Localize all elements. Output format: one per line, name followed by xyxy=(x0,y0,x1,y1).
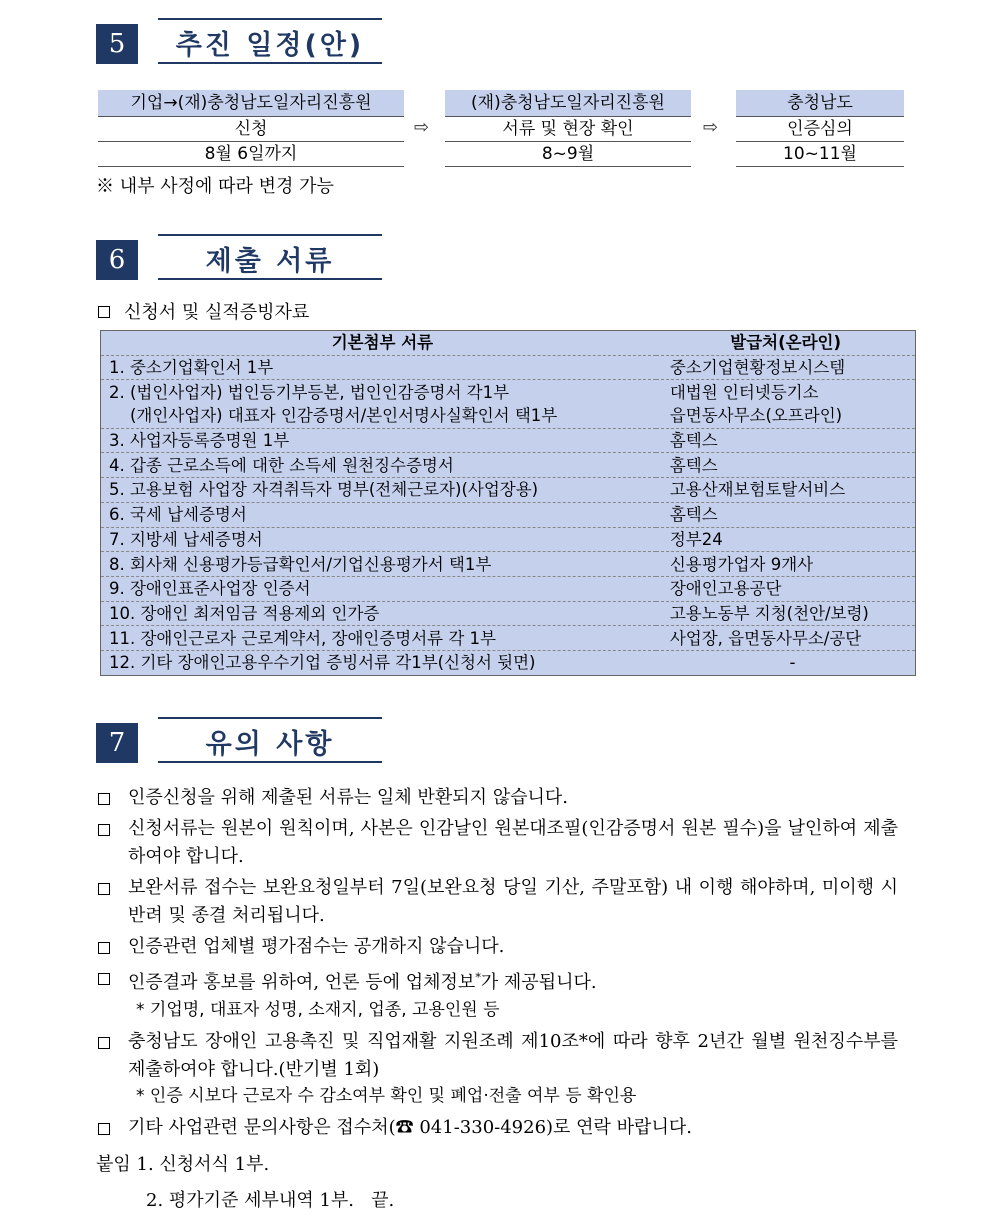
issuer-cell: 중소기업현황정보시스템 xyxy=(656,355,916,380)
schedule-step-3 xyxy=(736,90,904,167)
table-row xyxy=(101,453,916,478)
column-header-documents: 기본첨부 서류 xyxy=(331,333,434,353)
section-title-frame xyxy=(158,18,382,64)
issuer-cell: 정부24 xyxy=(656,527,916,552)
step-period: 10~11월 xyxy=(736,142,904,167)
schedule-step-1 xyxy=(98,90,404,167)
intro-text: 신청서 및 실적증빙자료 xyxy=(124,302,310,323)
notice-footnote: * 인증 시보다 근로자 수 감소여부 확인 및 폐업·전출 여부 등 확인용 xyxy=(136,1086,637,1107)
notice-text-end: 가 제공됩니다. xyxy=(480,972,597,994)
notice-text-end: 041-330-4926)로 연락 바랍니다. xyxy=(413,1117,692,1139)
table-row xyxy=(101,355,916,380)
arrow-right-icon: ⇨ xyxy=(414,117,430,138)
issuer-cell: 홈텍스 xyxy=(656,453,916,478)
issuer-cell: 신용평가업자 9개사 xyxy=(656,552,916,577)
notice-footnote: * 기업명, 대표자 성명, 소재지, 업종, 고용인원 등 xyxy=(136,999,500,1020)
footnote-marker: * xyxy=(475,971,481,985)
doc-cell: 12. 기타 장애인고용우수기업 증빙서류 각1부(신청서 뒷면) xyxy=(101,650,656,675)
issuer-cell: 읍면동사무소(오프라인) xyxy=(669,406,843,426)
notice-item xyxy=(96,874,898,929)
doc-cell: 4. 갑종 근로소득에 대한 소득세 원천징수증명서 xyxy=(101,453,656,478)
arrow-right-icon: ⇨ xyxy=(703,117,719,138)
table-row xyxy=(101,478,916,503)
notice-item xyxy=(96,1114,898,1141)
notice-text: 보완서류 접수는 보완요청일부터 7일(보완요청 당일 기산, 주말포함) 내 이행 해야하며, 미이행 시 반려 및 종결 처리됩니다. xyxy=(128,877,898,926)
section-title-frame xyxy=(158,234,382,280)
doc-cell: 2. (법인사업자) 법인등기부등본, 법인인감증명서 각1부 xyxy=(101,380,656,404)
doc-cell: 10. 장애인 최저임금 적용제외 인가증 xyxy=(101,601,656,626)
notice-item xyxy=(96,964,898,1024)
attachment-line-1: 붙임 1. 신청서식 1부. xyxy=(96,1154,270,1175)
documents-intro xyxy=(96,298,309,324)
table-row xyxy=(101,380,916,404)
table-row xyxy=(101,601,916,626)
checkbox-bullet-icon xyxy=(98,824,110,836)
notice-text: 신청서류는 원본이 원칙이며, 사본은 인감날인 원본대조필(인감증명서 원본 필수)을 날인하여 제출하여야 합니다. xyxy=(128,818,898,867)
schedule-note: ※ 내부 사정에 따라 변경 가능 xyxy=(96,176,334,197)
step-action: 서류 및 현장 확인 xyxy=(445,117,691,142)
checkbox-bullet-icon xyxy=(98,883,110,895)
table-row xyxy=(101,428,916,453)
notice-text: 인증결과 홍보를 위하여, 언론 등에 업체정보 xyxy=(128,972,476,994)
doc-cell: 7. 지방세 납세증명서 xyxy=(101,527,656,552)
notice-item xyxy=(96,1028,898,1110)
notice-item xyxy=(96,815,898,870)
schedule-step-2 xyxy=(445,90,691,167)
issuer-cell: 장애인고용공단 xyxy=(656,576,916,601)
notice-text: 기타 사업관련 문의사항은 접수처( xyxy=(128,1117,396,1139)
checkbox-bullet-icon xyxy=(98,1037,110,1049)
table-row xyxy=(101,502,916,527)
column-header-issuer: 발급처(온라인) xyxy=(730,333,841,353)
table-row xyxy=(101,552,916,577)
doc-cell: 11. 장애인근로자 근로계약서, 장애인증명서류 각 1부 xyxy=(101,626,656,651)
table-row xyxy=(101,404,916,428)
doc-cell: 3. 사업자등록증명원 1부 xyxy=(101,428,656,453)
doc-cell: (개인사업자) 대표자 인감증명서/본인서명사실확인서 택1부 xyxy=(130,406,558,426)
step-header: 충청남도 xyxy=(736,90,904,117)
section-title: 추진 일정(안) xyxy=(175,30,365,61)
issuer-cell: 홈텍스 xyxy=(656,428,916,453)
step-action: 신청 xyxy=(98,117,404,142)
section-number: 5 xyxy=(96,24,138,64)
doc-cell: 8. 회사채 신용평가등급확인서/기업신용평가서 택1부 xyxy=(101,552,656,577)
notice-text: 인증신청을 위해 제출된 서류는 일체 반환되지 않습니다. xyxy=(128,787,568,808)
checkbox-bullet-icon xyxy=(98,942,110,954)
issuer-cell: 고용노동부 지청(천안/보령) xyxy=(656,601,916,626)
section-number: 7 xyxy=(96,723,138,763)
phone-icon: ☎ xyxy=(395,1117,414,1139)
issuer-cell: 홈텍스 xyxy=(656,502,916,527)
issuer-cell: 대법원 인터넷등기소 xyxy=(656,380,916,404)
section-title: 유의 사항 xyxy=(205,729,335,760)
doc-cell: 9. 장애인표준사업장 인증서 xyxy=(101,576,656,601)
doc-cell: 1. 중소기업확인서 1부 xyxy=(101,355,656,380)
issuer-cell: 고용산재보험토탈서비스 xyxy=(656,478,916,503)
notice-item xyxy=(96,933,898,960)
attachment-line-2: 2. 평가기준 세부내역 1부. 끝. xyxy=(146,1190,395,1211)
doc-cell: 6. 국세 납세증명서 xyxy=(101,502,656,527)
documents-table xyxy=(100,330,916,676)
notice-list xyxy=(96,784,898,1142)
table-row xyxy=(101,650,916,675)
checkbox-bullet-icon xyxy=(98,973,110,985)
issuer-cell: - xyxy=(656,650,916,675)
table-header-row xyxy=(101,331,916,356)
table-row xyxy=(101,626,916,651)
notice-text: 충청남도 장애인 고용촉진 및 직업재활 지원조례 제10조*에 따라 향후 2년간 월별 원천징수부를 제출하여야 합니다.(반기별 1회) xyxy=(128,1031,898,1080)
section-title: 제출 서류 xyxy=(205,246,335,277)
notice-item xyxy=(96,784,898,811)
checkbox-bullet-icon xyxy=(98,1123,110,1135)
table-row xyxy=(101,576,916,601)
table-row xyxy=(101,527,916,552)
step-period: 8월 6일까지 xyxy=(98,142,404,167)
section-title-frame xyxy=(158,717,382,763)
notice-text: 인증관련 업체별 평가점수는 공개하지 않습니다. xyxy=(128,936,505,958)
step-action: 인증심의 xyxy=(736,117,904,142)
checkbox-bullet-icon xyxy=(98,306,110,318)
step-period: 8~9월 xyxy=(445,142,691,167)
step-header: (재)충청남도일자리진흥원 xyxy=(445,90,691,117)
doc-cell: 5. 고용보험 사업장 자격취득자 명부(전체근로자)(사업장용) xyxy=(101,478,656,503)
section-number: 6 xyxy=(96,240,138,280)
issuer-cell: 사업장, 읍면동사무소/공단 xyxy=(656,626,916,651)
step-header: 기업→(재)충청남도일자리진흥원 xyxy=(98,90,404,117)
checkbox-bullet-icon xyxy=(98,793,110,805)
